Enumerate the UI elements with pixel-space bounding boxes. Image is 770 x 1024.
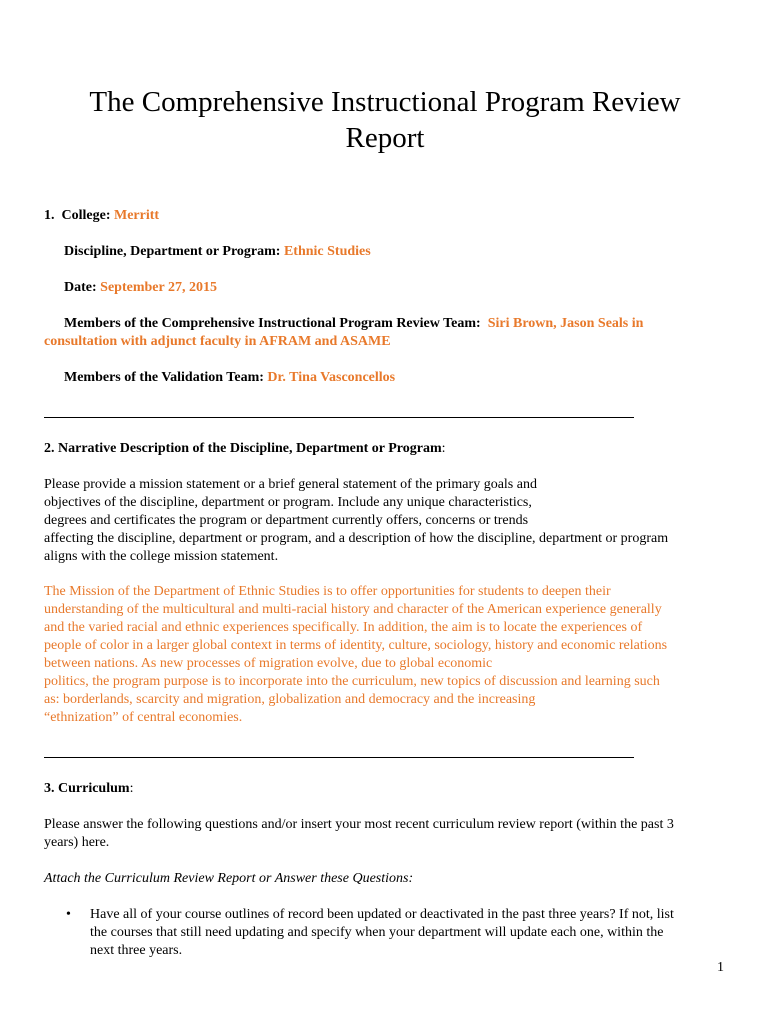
mission-line: and the varied racial and ethnic experiences specifically. In addition, the aim is to locate the experiences of [44, 620, 643, 635]
section-1-number: 1. [44, 208, 55, 223]
section-divider-1 [44, 417, 634, 418]
review-team-row [64, 315, 643, 333]
discipline-value: Ethnic Studies [283, 244, 371, 259]
mission-line: understanding of the multicultural and multi-racial history and character of the American experience generally [44, 602, 662, 617]
page-number: 1 [717, 960, 724, 975]
title-line-2: Report [345, 122, 425, 154]
section-3-prompt-line: years) here. [44, 835, 110, 850]
discipline-label: Discipline, Department or Program: [64, 244, 281, 259]
title-line-1: The Comprehensive Instructional Program Review [89, 86, 681, 118]
mission-line: The Mission of the Department of Ethnic Studies is to offer opportunities for students to deepen their [44, 584, 611, 599]
bullet-line: the courses that still need updating and specify when your department will update each one, within the [90, 925, 664, 940]
college-value: Merritt [113, 208, 160, 223]
section-3-heading-text: 3. Curriculum [44, 781, 130, 796]
mission-line: politics, the program purpose is to incorporate into the curriculum, new topics of discussion and learning such [44, 674, 660, 689]
bullet-line: Have all of your course outlines of record been updated or deactivated in the past three years? If not, list [90, 907, 674, 922]
validation-team-value: Dr. Tina Vasconcellos [267, 370, 396, 385]
page-title [60, 84, 710, 156]
date-value: September 27, 2015 [100, 280, 217, 295]
college-label: College: [61, 208, 111, 223]
discipline-row [64, 243, 371, 261]
section-2-prompt-line: aligns with the college mission statement. [44, 549, 279, 564]
section-2-heading-colon: : [441, 441, 446, 456]
section-2-prompt-line: objectives of the discipline, department or program. Include any unique characteristics, [44, 495, 532, 510]
mission-line: “ethnization” of central economies. [44, 710, 243, 725]
mission-line: between nations. As new processes of migration evolve, due to global economic [44, 656, 493, 671]
section-3-prompt-line: Please answer the following questions and/or insert your most recent curriculum review report (within the past 3 [44, 817, 674, 832]
bullet-line: next three years. [90, 943, 183, 958]
section-2-prompt-line: Please provide a mission statement or a brief general statement of the primary goals and [44, 477, 537, 492]
validation-team-label: Members of the Validation Team: [64, 370, 264, 385]
mission-line: as: borderlands, scarcity and migration, globalization and democracy and the increasing [44, 692, 536, 707]
curriculum-instruction: Attach the Curriculum Review Report or Answer these Questions: [44, 871, 414, 886]
section-2-heading-text: 2. Narrative Description of the Discipline, Department or Program [44, 441, 442, 456]
section-2-prompt-line: degrees and certificates the program or department currently offers, concerns or trends [44, 513, 529, 528]
validation-team-row [64, 369, 395, 387]
mission-line: people of color in a larger global context in terms of identity, culture, sociology, history and economic relations [44, 638, 668, 653]
review-team-value-2: consultation with adjunct faculty in AFRAM and ASAME [44, 334, 391, 349]
college-row [44, 207, 159, 225]
date-label: Date: [64, 280, 97, 295]
review-team-label: Members of the Comprehensive Instructional Program Review Team: [64, 316, 481, 331]
section-2-heading [44, 440, 446, 458]
date-row [64, 279, 217, 297]
section-3-heading [44, 780, 133, 798]
bullet-icon: • [66, 907, 71, 922]
section-divider-2 [44, 757, 634, 758]
section-3-heading-colon: : [129, 781, 134, 796]
section-2-prompt-line: affecting the discipline, department or program, and a description of how the discipline, department or program [44, 531, 669, 546]
review-team-value-1: Siri Brown, Jason Seals in [487, 316, 644, 331]
